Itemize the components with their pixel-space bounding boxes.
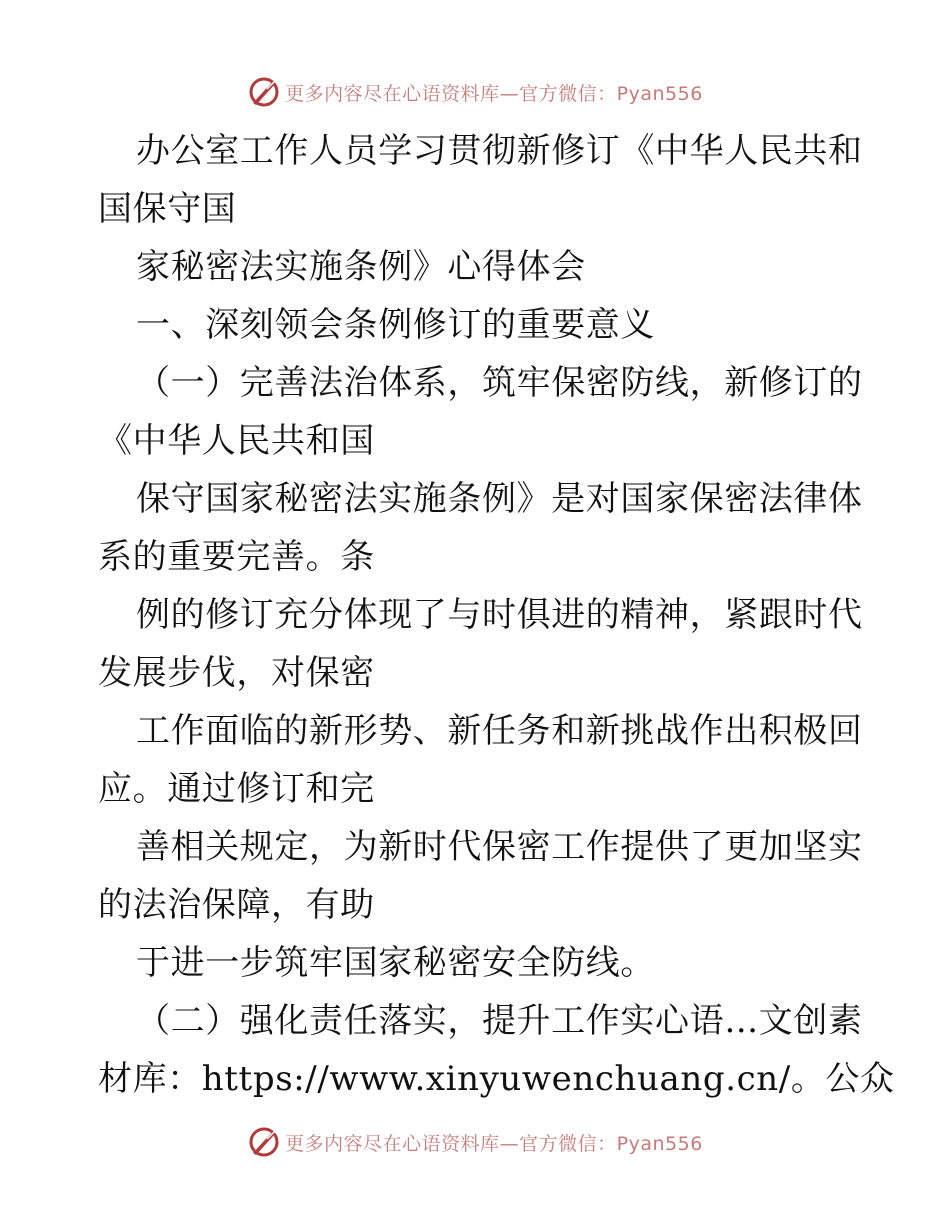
- document-line: 保守国家秘密法实施条例》是对国家保密法律体: [136, 479, 863, 519]
- section-heading: 一、深刻领会条例修订的重要意义: [136, 305, 655, 345]
- footer-watermark-banner: [0, 1122, 950, 1162]
- document-line: 善相关规定，为新时代保密工作提供了更加坚实: [136, 827, 863, 867]
- header-watermark-banner: [0, 72, 950, 112]
- document-line: 《中华人民共和国: [98, 421, 375, 461]
- document-line: 系的重要完善。条: [98, 537, 375, 577]
- document-line: 应。通过修订和完: [98, 769, 375, 809]
- document-line: 材库：https://www.xinyuwenchuang.cn/。公众: [98, 1059, 895, 1099]
- quill-circle-logo-icon: [247, 75, 281, 109]
- footer-watermark-text: 更多内容尽在心语资料库—官方微信：Pyan556: [285, 1132, 703, 1155]
- document-line: 发展步伐，对保密: [98, 653, 375, 693]
- document-line: 国保守国: [98, 189, 237, 229]
- document-line: 办公室工作人员学习贯彻新修订《中华人民共和: [136, 131, 863, 171]
- quill-circle-logo-icon: [247, 1125, 281, 1159]
- document-line: （二）强化责任落实，提升工作实心语…文创素: [136, 1001, 863, 1041]
- document-line: 于进一步筑牢国家秘密安全防线。: [136, 943, 655, 983]
- document-line: 例的修订充分体现了与时俱进的精神，紧跟时代: [136, 595, 863, 635]
- document-line: （一）完善法治体系，筑牢保密防线，新修订的: [136, 363, 863, 403]
- header-watermark-text: 更多内容尽在心语资料库—官方微信：Pyan556: [285, 82, 703, 105]
- document-line: 工作面临的新形势、新任务和新挑战作出积极回: [136, 711, 863, 751]
- document-body: [0, 122, 950, 1108]
- document-line: 的法治保障，有助: [98, 885, 375, 925]
- document-line: 家秘密法实施条例》心得体会: [136, 247, 586, 287]
